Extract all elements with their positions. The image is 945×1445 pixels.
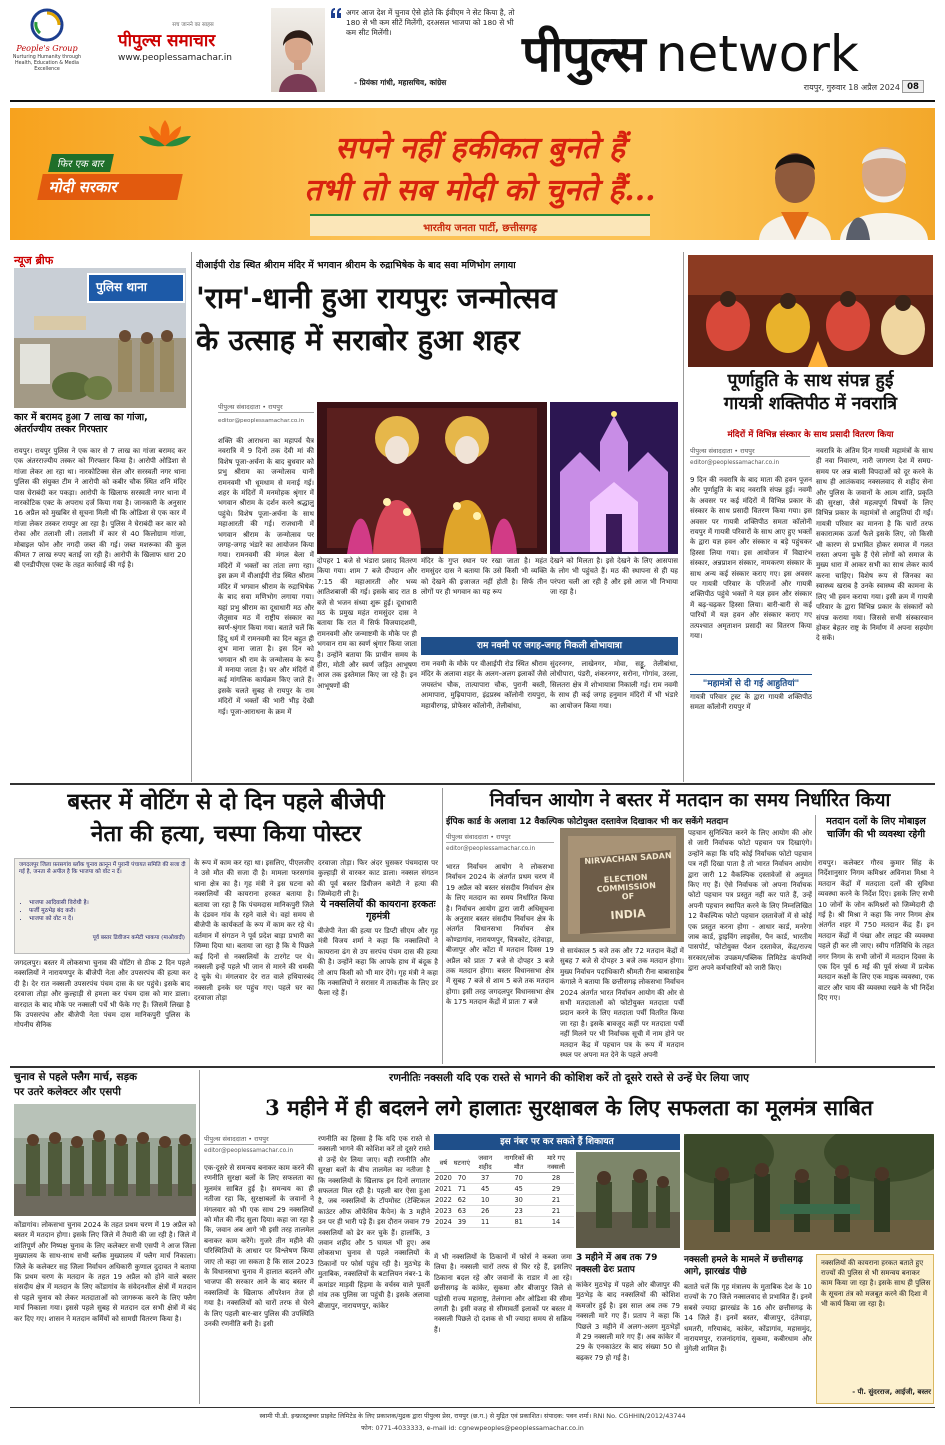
table-cell: 62 (453, 1195, 471, 1206)
flag-march-photo (14, 1104, 196, 1216)
table-cell: 39 (453, 1217, 471, 1228)
ram-idol-photo (317, 402, 547, 554)
ad-party: भारतीय जनता पार्टी, छत्तीसगढ़ (423, 223, 537, 234)
table-cell: 63 (453, 1206, 471, 1217)
column-divider (683, 252, 684, 782)
ram-column-2: दोपहर 1 बजे से भंडारा प्रसाद वितरण किया गया। शाम 7 बजे दीपदान और 7:15 की महाआरती और भव्य आतिशबाजी की गई। इसके बाद रात 8 बजे से भजन संध्या शुरू हुई। दूधाधारी मठ के प्रमुख महंत रामसुंदर दास ने बताया कि रात में सिर्फ विजयादशमी, रामनवमी और जन्माष्टमी के मौके पर ही भगवान राम का स्वर्ण श्रृंगार किया जाता है। उन्होंने बताया कि प्राचीन समय के हीरा, मोती और स्वर्ण जड़ित आभूषण आज तक इस्तेमाल किए जा रहे हैं। इन आभूषणों की (317, 557, 417, 690)
poster-list (19, 899, 190, 923)
peoples-group-logo (12, 8, 82, 88)
flag-march-headline-line2: पर उतरे कलेक्टर और एसपी (14, 1086, 121, 1098)
ram-headline-line1: 'राम'-धानी हुआ रायपुरः जन्मोत्सव (196, 281, 557, 315)
section-divider (10, 783, 935, 785)
ec-column-1: भारत निर्वाचन आयोग ने लोकसभा निर्वाचन 2024 के अंतर्गत प्रथम चरण में 19 अप्रैल को बस्तर संसदीय निर्वाचन क्षेत्र के लिए मतदान का समय निर्धारित किया है। निर्वाचन आयोग द्वारा जारी अधिसूचना के अनुसार बस्तर संसदीय निर्वाचन क्षेत्र के अंतर्गत विधानसभा निर्वाचन क्षेत्र कोण्डागांव, नारायणपुर, चित्रकोट, दंतेवाड़ा, बीजापुर और कोंटा में मतदान दिवस 19 अप्रैल को प्रातः 7 बजे से दोपहर 3 बजे तक मतदान होगा। बस्तर विधानसभा क्षेत्र में सुबह 7 बजे से शाम 5 बजे तक मतदान होगा। इसी तरह जगदलपुर विधानसभा क्षेत्र के 175 मतदान केंद्रों में प्रातः 7 बजे (446, 863, 554, 1007)
masthead-rule (10, 100, 935, 102)
table-cell: 28 (538, 1173, 574, 1184)
news-brief-headline: कार में बरामद हुआ 7 लाख का गांजा, अंतर्राज्यीय तस्कर गिरफ्तार (14, 412, 148, 435)
poster-text: जगदलपुर जिला फ़रसगांव ब्लॉक चुनाव क़ानून में पुरानी पंचायत समिति की सजा दी गई है, जनता से अपील है कि भाजपा को वोट न दें। (19, 862, 186, 876)
bastar-column-3: दरवाजा तोड़ा। फिर अंदर घुसकर पंचमदास पर कुल्हाड़ी से वारकर काट डाला। नक्सल संगठन की पूर्व बस्तर डिवीजन कमेटी ने हत्या की जिम्मेदारी ली है। (318, 859, 438, 898)
naxal-table-title-text: इस नंबर पर कर सकते हैं शिकायत (500, 1137, 614, 1147)
ec-column-3: पहचान सुनिश्चित करने के लिए आयोग की ओर से जारी निर्वाचक फोटो पहचान पत्र दिखाएंगे। उन्होंने कहा कि यदि कोई निर्वाचक फोटो पहचान पत्र नहीं दिखा पाता है तो भारत निर्वाचन आयोग द्वारा जारी 12 वैकल्पिक दस्तावेजों से अनुमत किए गए हैं। ऐसे निर्वाचक जो अपना निर्वाचक फोटो पहचान पत्र प्रस्तुत नहीं कर पाते हैं, उन्हें अपनी पहचान स्थापित करने के लिए निम्नलिखित 12 वैकल्पिक फोटो पहचान दस्तावेजों में से कोई एक प्रस्तुत करना होगा - आधार कार्ड, मनरेगा जाब कार्ड, ड्राइविंग लाइसेंस, पैन कार्ड, भारतीय पासपोर्ट, फोटोयुक्त पेंशन दस्तावेज, केंद्र/राज्य सरकार/लोक उपक्रम/पब्लिक लिमिटेड कंपनियों द्वारा अपने कर्मचारियों को जारी किए। (688, 829, 812, 973)
table-cell: 2020 (435, 1174, 452, 1182)
quote-author: - प्रियंका गांधी, महासचिव, कांग्रेस (354, 78, 447, 87)
table-row (434, 1173, 574, 1184)
news-brief-body: रायपुर। रायपुर पुलिस ने एक कार से 7 लाख का गांजा बरामद कर एक अंतरराज्यीय तस्कर को गिरफ्तार किया है। आरोपी ओडिशा से गांजा लेकर आ रहा था। नारकोटिक्स सेल और सरस्वती नगर थाना पुलिस की संयुक्त टीम ने आरोपी को कबीर चौक स्थित शनि मंदिर पास घेराबंदी कर पकड़ा। आरोपी के खिलाफ सरस्वती नगर थाना में नारकोटिक एक्ट के अपराध दर्ज किया गया है। जानकारी के अनुसार 16 अप्रैल को मुखबिर से सूचना मिली थी कि ओडिशा से एक कार में गांजा लेकर तस्कर रायपुर आ रहा है। पुलिस ने घेराबंदी कर कार को रोका और तलाशी ली। तलाशी में कार से 40 किलोग्राम गांजा, मोबाइल फोन और नगदी जब्त की गई। जब्त मशरूका की कुल कीमत 7 लाख रुपए बताई जा रही है। आरोपी के खिलाफ धारा 20 बी एनडीपीएस एक्ट के तहत कार्रवाई की गई है। (14, 447, 186, 570)
group-name: People's Group (16, 44, 78, 53)
ad-headline-line1: सपने नहीं हकीकत बुनते हैं (335, 131, 625, 166)
ec-sign-line4: INDIA (610, 906, 646, 923)
gayatri-subhead: मंदिरों में विभिन्न संस्कार के साथ प्रसादी वितरण किया (727, 430, 894, 440)
ec-email[interactable]: editor@peoplessamachar.co.in (446, 846, 536, 852)
news-brief-label: न्यूज ब्रीफ (14, 254, 54, 267)
table-row (434, 1206, 574, 1217)
ig-quote-text: नक्सलियों की कायराना हरकत बताते हुए राज्यों की पुलिस से भी समन्वय बनाकर काम किया जा रहा है। इसके साथ ही पुलिस के सूचना तंत्र को मजबूत करने की दिशा में भी कार्य किया जा रहा है। (821, 1259, 931, 1308)
police-station-photo (14, 268, 186, 408)
quote-mark-icon (330, 8, 342, 18)
flag-march-headline-line1: चुनाव से पहले फ्लैग मार्च, सड़क (14, 1071, 138, 1083)
troops-photo-body: बताते चलें कि गृह मंत्रालय के मुताबिक देश के 10 राज्यों के 70 जिले नक्सलवाद से प्रभावित हैं। इनमें सबसे ज्यादा झारखंड के 16 और छत्तीसगढ़ के 14 जिले हैं। इनमें बस्तर, बीजापुर, दंतेवाड़ा, धमतरी, गरियाबंद, कांकेर, कोंडागांव, महासमुंद, नारायणपुर, राजनांदगांव, सुकमा, कबीरधाम और मुंगेली शामिल हैं। (684, 1283, 812, 1354)
table-cell: 45 (499, 1184, 538, 1195)
ad-badge-line2: मोदी सरकार (37, 174, 183, 200)
table-cell: 45 (471, 1184, 499, 1195)
mobile-side-headline: मतदान दलों के लिए मोबाइल चार्जिंग की भी व्यवस्था रहेगी (826, 816, 926, 840)
bastar-sub-body: बीजेपी नेता की हत्या पर डिप्टी सीएम और गृह मंत्री विजय शर्मा ने कहा कि नक्सलियों ने कायराना ढंग से उप सरपंच पंचम दास की हत्या की है। उन्होंने कहा कि आपके हाथ में बंदूक है तो आप किसी को भी मार देंगे। गृह मंत्री ने कहा कि नक्सलियों ने सरासर में ताकतीक के लिए डर फैला रहे हैं। (318, 927, 438, 998)
table-row (434, 1195, 574, 1206)
troops-photo-small (576, 1152, 680, 1248)
ad-portrait-1 (755, 122, 835, 240)
gayatri-column-2: नवरात्रि के अंतिम दिन गायत्री महामंत्रों के साथ ही नवा निवारण, नारी जागरण देश में समग्र-समय पर अन्न बाली विपदाओं को दूर करने के साथ ही आतंकवाद नक्सलवाद से शहीद सेना और पुलिस के जवानों के आत्म शांति, प्रकृति की सुरक्षा, जैसे महत्वपूर्ण विषयों के लिए विभिन्न प्रकार के महामंत्रों से आहुतियां दी गईं। गायत्री परिवार का मानना है कि चारों तरफ सकारात्मक ऊर्जा फैले इसके लिए, जो किसी भी कारण से प्रभावित होकर समाज में गलत रास्ता अपना चुके हैं ऐसे लोगों को समाज के मुख्य धारा में आकर सभी का साथ लेकर कार्य करना चाहिए। विशेष रूप से जिनका का स्वास्थ्य खराब है उनके स्वास्थ्य की कामना के लिए भी हवन कराया गया। इसी क्रम में गायत्री परिवार के द्वारा विभिन्न प्रकार के संस्कारों को संपन्न कराया गया। जिससे सभी संस्कारवान होकर बेहतर राष्ट्र के निर्माण में अपना सहयोग दे सकें। (816, 447, 933, 643)
table-cell: 14 (538, 1217, 574, 1228)
ram-sub-label-text: राम नवमी पर जगह-जगह निकली शोभायात्रा (477, 641, 622, 651)
table-row (434, 1217, 574, 1228)
naxal-column-1: एक-दूसरे से समन्वय बनाकर काम करने की रणनीति सुरक्षा बलों के लिए सफलता का मूलमंत्र साबित हुई है। समन्वय का ही नतीजा रहा कि, सुरक्षाबलों के जवानों ने मंगलवार को भी एक साथ 29 नक्सलियों को मौत की नींद सुला दिया। कहा जा रहा है कि, जवान अब आगे भी इसी तरह तालमेल बनाकर काम करेंगे। गुजरे तीन महीने की परिस्थितियों के आधार पर विश्लेषण किया जाए तो कहा जा सकता है कि साल 2023 के विधानसभा चुनाव में हालात बदलने और भाजपा की सरकार आने के बाद बस्तर में नक्सलियों के खिलाफ ऑपरेशन तेज हो गया है। नक्सलियों को चारों तरफ से घेरने के लिए पहली बार-बार पुलिस की उपस्थिति उनकी रणनीति बनी है। इसी (204, 1164, 314, 1329)
table-header-cell: जवान शहीद (471, 1152, 499, 1173)
ec-headline: निर्वाचन आयोग ने बस्तर में मतदान का समय निर्धारित किया (489, 790, 891, 811)
ig-quote-author: - पी. सुंदरराज, आईजी, बस्तर (852, 1388, 931, 1396)
ad-portrait-2 (836, 116, 932, 240)
quote-text: अगर आज देश में चुनाव ऐसे होते कि ईवीएम ने सेट किया है, तो 180 से भी कम सीटें मिलेंगी, दरअसल भाजपा को 180 से भी कम सीट मिलेंगी। (346, 8, 515, 38)
naxal-table-body (434, 1173, 574, 1228)
network-hindi: पीपुल्स (522, 24, 645, 83)
table-cell: 70 (499, 1173, 538, 1184)
paper-name-block (118, 20, 268, 80)
gayatri-email[interactable]: editor@peoplessamachar.co.in (690, 460, 780, 466)
table-cell: 21 (538, 1206, 574, 1217)
table-header-cell: नागरिकों की मौत (499, 1152, 538, 1173)
table-cell: 29 (538, 1184, 574, 1195)
naxal-column-2: रणनीति का हिस्सा है कि यदि एक रास्ते से नक्सली भागने की कोशिश करें तो दूसरे रास्ते से उन्हें घेर लिया जाए। यही रणनीति और सुरक्षा बलों के बीच तालमेल का नतीजा है कि नक्सलियों के खिलाफ इन दिनों लगातार सफलता मिल रही है। पहली बार ऐसा हुआ है, जब नक्सलियों के टॉपमोस्ट (टेक्टिकल काउंटर ऑफ ऑफेंसिव कैंपेन) के 3 महीने उन पर ही भारी पड़े हैं। इस दौरान जवान 79 नक्सलियों को ढेर कर चुके हैं। हालांकि, 3 जवान शहीद और 5 घायल भी हुए। अब लोकसभा चुनाव से पहले नक्सलियों के ठिकानों पर फोर्स पहुंच रही है। मुठभेड़ के मुताबिक, नक्सलियों के बटालियन नंबर-1 के कमांडर माड़वी हिड़मा के वर्चस्व वाले पूवर्ती गांव तक पुलिस जा पहुंची है। इसके अलावा बीजापुर, नारायणपुर, कांकेर (318, 1135, 430, 1310)
quote-block (330, 8, 520, 98)
peoples-group-emblem-icon (30, 8, 64, 42)
table-header-cell: मारे गए नक्सली (538, 1152, 574, 1173)
column-divider (199, 1070, 200, 1404)
dateline: रायपुर, गुरुवार 18 अप्रैल 2024 (803, 83, 900, 92)
paper-name: पीपुल्स समाचार (118, 31, 216, 51)
gayatri-byline: पीपुल्स संवाददाता • रायपुर (690, 446, 810, 457)
group-tagline: Nurturing Humanity through Health, Education & Media Excellence (12, 55, 82, 72)
bastar-column-1: जगदलपुर। बस्तर में लोकसभा चुनाव की वोटिंग से ठीक 2 दिन पहले नक्सलियों ने नारायणपुर के बीजेपी नेता और उपसरपंच की हत्या कर दी है। देर रात नक्सली उपसरपंच पंचम दास के घर पहुंचे। इसके बाद दरवाजा तोड़ा और कुल्हाड़ी से हमला कर पंचम दास को मार डाला। वारदात के बाद मौके पर नक्सली पर्चे भी फेंके गए हैं। जिसमें लिखा है कि उपसरपंच और बीजेपी नेता पंचम दास मानिकपुरी पुलिस के गोपनीय सैनिक (14, 959, 190, 1030)
page-number: 08 (902, 80, 924, 93)
footer-line1: स्वामी पी.डी. इन्फ्रास्ट्रक्चर प्राइवेट लिमिटेड के लिए प्रकाशक/मुद्रक द्वारा पीपुल्स प्रेस, रायपुर (छ.ग.) से मुद्रित एवं प्रकाशित। संपादक: पवन शर्मा। RNI No. CGHHIN/2012/43744 (259, 1412, 686, 1420)
table-header-row (434, 1152, 574, 1173)
network-english: network (655, 25, 859, 83)
naxal-email[interactable]: editor@peoplessamachar.co.in (204, 1148, 294, 1154)
ad-headline-line2: तभी तो सब मोदी को चुनते हैं... (304, 173, 656, 208)
ad-party-bar (310, 214, 650, 236)
troops-photo-caption: नक्सली हमले के मामले में छत्तीसगढ़ आगे, झारखंड पीछे (684, 1255, 803, 1277)
bjp-advertisement (10, 108, 935, 240)
naxal-table-title (434, 1134, 680, 1150)
havan-photo (688, 255, 933, 367)
poster-list-item: • भाजपा को वोट न दें। (29, 915, 190, 923)
footer-rule (10, 1407, 935, 1408)
ram-sub-column-1: राम नवमी के मौके पर वीआईपी रोड स्थित श्रीराम मंदिर के अलावा शहर के अलग-अलग इलाकों जैसे जयस्तंभ चौक, तात्यापारा चौक, पुरानी बस्ती, आमापारा, मुढ़ियापारा, इंद्रप्रस्थ कॉलोनी रायपुरा, महावीरगढ़, प्रोफेसर कॉलोनी, तेलीबांधा, (421, 660, 547, 710)
gayatri-column-1-tail: गायत्री परिवार ट्रस्ट के द्वारा गायत्री शक्तिपीठ समता कॉलोनी रायपुर में (690, 693, 812, 712)
maoist-poster (14, 858, 190, 954)
naxal-box-title: 3 महीने में अब तक 79 नक्सली ढेरः प्रताप (576, 1253, 658, 1275)
naxal-stats-table (434, 1152, 574, 1228)
tagline-small: सच जानने का साहस (172, 22, 214, 28)
section-divider (10, 1066, 935, 1068)
ig-quote-box (816, 1254, 934, 1404)
table-cell: 2022 (435, 1196, 452, 1204)
table-cell: 70 (453, 1173, 471, 1184)
bastar-column-2: के रूप में काम कर रहा था। इसलिए, पीएलजीए ने उसे मौत की सजा दी है। मामला फरसगांव थाना क्षेत्र का है। गृह मंत्री ने इस घटना को नक्सलियों की कायराना हरकत बताया है। बताया जा रहा है कि पंचमदास मानिकपुरी जिले के दंडवन गांव के रहने वाले थे। वहां समय से बीजेपी के कार्यकर्ता के रूप में काम कर रहे थे। वर्तमान में संगठन ने पूर्व प्रदेश बाड़ा प्रभारी का जिम्मा दिया था। बताया जा रहा है कि ये पिछले कई दिनों से नक्सलियों के टारगेट पर थे। नक्सली इन्हें पहले भी जान से मारने की धमकी दे चुके थे। मंगलवार देर रात वाले हथियारबंद नक्सली इनके घर पहुंच गए। पहले घर का दरवाजा तोड़ा (194, 859, 314, 1003)
naxal-box-body: कांकेर मुठभेड़ में पहले ओर बीजापुर की मुठभेड़ के बाद नक्सलियों की कोशिश कमजोर हुई है। इस साल अब तक 79 नक्सली मारे गए हैं। प्रताप ने कहा कि पिछले 3 महीने में अलग-अलग मुठभेड़ों में 29 नक्सली मारे गए हैं। अब कांकेर में 29 के एनकाउंटर के बाद संख्या 50 से बढ़कर 79 हो गई है। (576, 1281, 680, 1362)
lotus-icon (135, 116, 195, 150)
masthead (0, 0, 945, 108)
table-cell: 26 (471, 1206, 499, 1217)
footer-line2[interactable]: फोन: 0771-4033333, e-mail id: cgnewpeoples@peoplessamachar.co.in (361, 1424, 584, 1432)
table-header-cell: घटनाएं (453, 1152, 471, 1173)
naxal-table-wrap (434, 1152, 574, 1248)
table-cell: 11 (471, 1217, 499, 1228)
bastar-headline-line1: बस्तर में वोटिंग से दो दिन पहले बीजेपी (67, 789, 385, 815)
poster-list-item: • फर्जी मुठभेड़ बंद करो। (29, 907, 190, 915)
ec-subhead: ईपिक कार्ड के अलावा 12 वैकल्पिक फोटोयुक्त दस्तावेज दिखाकर भी कर सकेंगे मतदान (446, 817, 729, 827)
table-cell: 2024 (435, 1218, 452, 1226)
ec-byline: पीपुल्स संवाददाता • रायपुर (446, 832, 554, 843)
temple-lights-photo (550, 402, 678, 554)
column-divider (442, 788, 443, 1064)
poster-list-item: • भाजपा आदिवासी विरोधी है। (29, 899, 190, 907)
troops-jungle-photo (684, 1134, 934, 1250)
table-cell: 2021 (435, 1185, 452, 1193)
quote-portrait (271, 8, 325, 92)
website[interactable]: www.peoplessamachar.in (118, 53, 232, 63)
table-cell: 23 (499, 1206, 538, 1217)
ec-sign-line2: ELECTION COMMISSION (596, 872, 657, 895)
ec-building-photo (560, 828, 684, 942)
table-cell: 81 (499, 1217, 538, 1228)
naxal-column-3: में भी नक्सलियों के ठिकानों में फोर्स ने कब्जा जमा लिया है। नक्सली चारों तरफ से घिर रहे हैं, इसलिए ठिकाना बदल रहे और जवानों के राडार में आ रहे। छत्तीसगढ़ के कांकेर, सुकमा और बीजापुर जिले से पड़ोसी राज्य महाराष्ट्र, तेलंगाना और ओडिशा की सीमा लगती है। इसी वजह से सीमावर्ती इलाकों पर बस्तर में नक्सली पिछले दो दशक से भी ज्यादा समय से सक्रिय हैं। (434, 1253, 572, 1334)
ram-kicker: वीआईपी रोड स्थित श्रीराम मंदिर में भगवान श्रीराम के रुद्राभिषेक के बाद सवा मणिभोग लगाया (196, 260, 516, 271)
gayatri-headline-line1: पूर्णाहुति के साथ संपन्न हुई (727, 371, 894, 391)
ec-column-2: से सायंकाल 5 बजे तक और 72 मतदान केंद्रों में सुबह 7 बजे से दोपहर 3 बजे तक मतदान होगा। मुख्य निर्वाचन पदाधिकारी श्रीमती रीना बाबासाहेब कंगाले ने बताया कि छत्तीसगढ़ लोकसभा निर्वाचन 2024 अंतर्गत भारत निर्वाचन आयोग की ओर से सभी मतदाताओं को फोटोयुक्त मतदाता पर्ची प्रदान करने के लिए मतदाता पर्ची वितरित किया जा रहा है। इसके बावजूद कहीं पर मतदाता पर्ची नहीं मिलने पर भी निर्वाचक सूची में नाम होने पर मतदान केंद्र में पहचान पत्र के रूप में मतदान स्थल पर अपना मत देने के पहले अपनी (560, 947, 684, 1060)
naxal-byline: पीपुल्स संवाददाता • रायपुर (204, 1134, 314, 1145)
naxal-headline: 3 महीने में ही बदलने लगे हालातः सुरक्षाबल के लिए सफलता का मूलमंत्र साबित (265, 1095, 873, 1120)
gayatri-column-1: 9 दिन की नवरात्रि के बाद माता की हवन पूजन और पूर्णाहुति के बाद नवरात्रि संपन्न हुई। नवमी के अवसर पर कई मंदिरों में विभिन्न प्रकार के संस्कार के साथ प्रसादी वितरण किया गया। इस अवसर पर गायत्री शक्तिपीठ समता कॉलोनी रायपुर में गायत्री परिवारों के साथ आए हुए भक्तों के द्वारा यज्ञ हवन और संस्कार व बड़े पहुंचकर हिस्सा लिया गया। इस आयोजन में विद्यारंभ संस्कार, अन्नप्राशन संस्कार, नामकरण संस्कार के साथ अन्य कई संस्कार कराए गए। इस अवसर पर गायत्री परिवार के परिजनों और गायत्री शक्तिपीठ पहुंचे भक्तों ने यज्ञ हवन और संस्कार में बढ़-चढ़कर हिस्सा लिया। बारी-बारी से कई पारियों में यज्ञ हवन और संस्कार कराए गए तत्पश्चात अमृताशन प्रसादी का वितरण किया गया। (690, 476, 812, 641)
ec-sign-line1: NIRVACHAN SADAN (584, 850, 672, 867)
ram-column-3: मंदिर के गुप्त स्थान पर रखा जाता है। महंत रामसुंदर दास ने बताया कि उसे किसी भी व्यक्ति को देखने की इजाजत नहीं होती है। सिर्फ तीन लोगों पर ही भगवान का यह रूप (421, 557, 547, 597)
gayatri-pull-quote: "महामंत्रों से दी गई आहुतियां" (690, 674, 812, 692)
ram-email[interactable]: editor@peoplessamachar.co.in (218, 418, 305, 424)
table-cell: 71 (453, 1184, 471, 1195)
poster-sign: पूर्व बस्तर डिवीजन कमेटी भाकपा (माओवादी) (92, 935, 185, 941)
ram-sub-column-2: सुंदरनगर, लाखेनगर, मोवा, सड्डू, तेलीबांधा, लोधीपारा, पंडरी, शंकरनगर, सरोना, गोगांव, उरला, सिलतरा क्षेत्र में शोभायात्रा निकाली गई। राम नवमी के साथ ही कई जगह हनुमान मंदिरों में भी भंडारे का आयोजन किया गया। (550, 660, 678, 710)
ad-badge-line1: फिर एक बार (48, 154, 114, 172)
ram-column-4: देखने को मिलता है। इसे देखने के लिए आसपास के लोग भी पहुंचते हैं। मठ की स्थापना से ही यह परंपरा चली आ रही है और इसे आज भी निभाया जा रहा है। (550, 557, 678, 597)
bastar-headline-line2: नेता की हत्या, चस्पा किया पोस्टर (90, 821, 362, 847)
ram-column-1: शक्ति की आराधना का महापर्व चैत्र नवरात्रि में 9 दिनों तक देवी मां की विशेष पूजा-अर्चना के बाद बुधवार को प्रभु श्रीराम का जन्मोत्सव यानी रामनवमी भी धूमधाम से मनाई गई। शहर के मंदिरों में मनमोहक श्रृंगार में भगवान श्रीराम के दर्शन करने श्रद्धालु पहुंचे। विशेष पूजा-अर्चना के साथ महाआरती की गई। राजधानी में भगवान श्रीराम के जन्मोत्सव पर जगह-जगह भंडारे का आयोजन किया गया। रामनवमी की मंगल बेला में मंदिरों में भक्तों का तांता लगा रहा। इस क्रम में वीआईपी रोड स्थित श्रीराम मंदिर में भगवान श्रीराम के रुद्राभिषेक के बाद सवा मणिभोग लगाया गया। यहां प्रभु श्रीराम का दूधाधारी मठ और जैतूसाव मठ में राष्ट्रीय संस्कार का स्वर्ण-श्रृंगार किया गया। बताते चलें कि हिंदू धर्म में रामनवमी का दिन बहुत ही शुभ माना जाता है। इस दिन को भगवान श्री राम के जन्मोत्सव के रूप में मनाया जाता है। घर और मंदिरों में कई मांगलिक कार्यक्रम किए जाते हैं। इसके चलते सुबह से रायपुर के राम मंदिरों में भक्तों की भारी भीड़ देखी गई। पूजा-आराधना के क्रम में (218, 437, 314, 716)
mobile-side-body: रायपुर। कलेक्टर गौरव कुमार सिंह के निर्देशानुसार निगम कमिश्नर अविनाश मिश्रा ने मतदान केंद्रों में मतदाता दलों की सुविधा व्यवस्था करने के निर्देश दिए। इसके लिए सभी 10 जोनों के जोन कमिश्नरों को जिम्मेदारी दी गई है। श्री मिश्रा ने कहा कि नगर निगम क्षेत्र अंतर्गत शहर में 750 मतदान केंद्र हैं। इन मतदान केंद्रों में पंखा और लाइट की व्यवस्था पहले ही कर ली जाए। स्वीप गतिविधि के तहत नगर निगम के सभी जोनों में मतदान दिवस के एक दिन पूर्व 6 मई की पूर्व संध्या में प्रत्येक मतदान कक्षों के लिए एक माइक व्यवस्था, एक वाटर और चाय की व्यवस्था रखने के भी निर्देश दिए गए। (818, 859, 934, 1003)
table-cell: 37 (471, 1173, 499, 1184)
table-header-cell: वर्ष (434, 1152, 453, 1173)
ram-headline-line2: के उत्साह में सराबोर हुआ शहर (196, 323, 520, 357)
table-cell: 2023 (435, 1207, 452, 1215)
table-cell: 10 (471, 1195, 499, 1206)
ad-badge (40, 152, 200, 200)
police-sign-text: पुलिस थाना (96, 280, 147, 294)
ram-byline: पीपुल्स संवाददाता • रायपुर (218, 402, 314, 413)
naxal-kicker: रणनीतिः नक्सली यदि एक रास्ते से भागने की कोशिश करें तो दूसरे रास्ते से उन्हें घेर लिया जाए (389, 1072, 749, 1084)
network-title (522, 18, 932, 83)
gayatri-headline-line2: गायत्री शक्तिपीठ में नवरात्रि (723, 394, 898, 414)
ram-sub-label (421, 637, 678, 655)
column-divider (815, 815, 816, 1063)
table-cell: 21 (538, 1195, 574, 1206)
table-cell: 30 (499, 1195, 538, 1206)
ec-sign-line3: OF (621, 891, 635, 902)
column-divider (191, 252, 192, 782)
bastar-sub-label: ये नक्सलियों की कायराना हरकतः गृहमंत्री (320, 899, 436, 922)
flag-march-body: कोंडागांव। लोकसभा चुनाव 2024 के तहत प्रथम चरण में 19 अप्रैल को बस्तर में मतदान होगा। इसके लिए जिले में तैयारी की जा रही है। जिले में शांतिपूर्ण और निष्पक्ष चुनाव के लिए कलेक्टर सभी एसपी ने आज जिला मुख्यालय के साथ-साथ सभी ब्लॉक मुख्यालय में फ्लैग मार्च निकाला। जिले के कलेक्टर सह जिला निर्वाचन अधिकारी कुणाल दुदावत ने बताया कि प्रथम चरण के मतदान के तहत 19 अप्रैल को होने वाले बस्तर संसदीय क्षेत्र में मतदान के लिए कोंडागांव के संवेदनशील क्षेत्रों में मतदान से पहले चुनाव को लेकर मतदाताओं को जागरूक करने के लिए फ्लैग मार्च निकाला गया। इससे पहले सुबह से मतदान दल सभी क्षेत्रों में बंद कर दिए गए। शासन ने मतदान कर्मियों को सामग्री वितरण किया है। (14, 1221, 196, 1323)
table-row (434, 1184, 574, 1195)
